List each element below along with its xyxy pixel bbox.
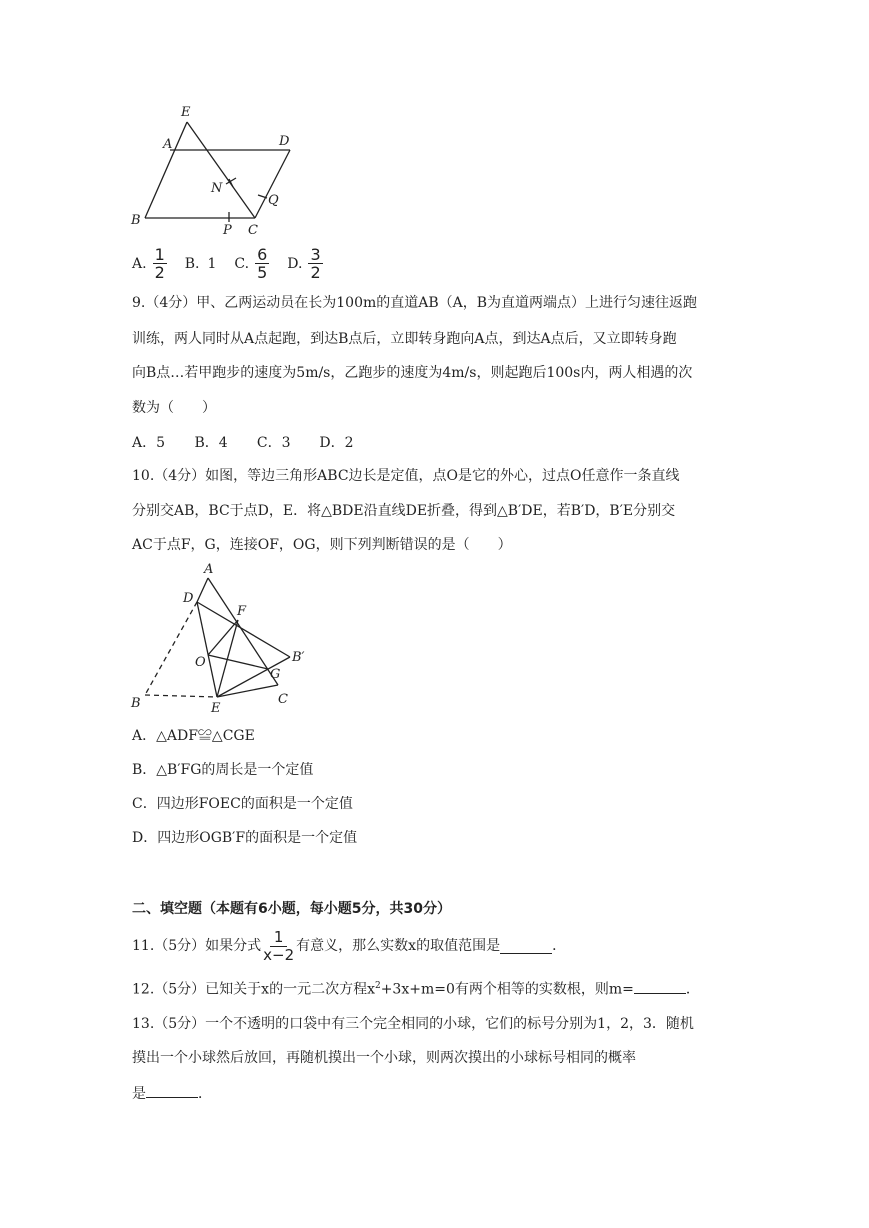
q10-option-c[interactable]: C．四边形FOEC的面积是一个定值 (132, 796, 353, 812)
q8-option-b[interactable]: B. 1 (184, 255, 217, 272)
label-a: A (163, 137, 173, 152)
q10-option-b[interactable]: B．△B′FG的周长是一个定值 (132, 762, 314, 778)
label-a: A (204, 562, 214, 577)
q10-option-a[interactable]: A．△ADF≌△CGE (132, 728, 255, 744)
label-d: D (279, 134, 290, 149)
label-p: P (223, 223, 232, 238)
segment-ec (187, 122, 255, 218)
q9-line-3: 向B点…若甲跑步的速度为5m/s，乙跑步的速度为4m/s，则起跑后100s内，两人相遇的次 (132, 365, 693, 381)
label-g: G (270, 667, 281, 682)
q13-line-3: 是 ． (132, 1083, 212, 1103)
section-heading: 二、填空题（本题有6小题，每小题5分，共30分） (132, 901, 451, 917)
q9-option-c[interactable]: C．3 (256, 435, 291, 451)
fraction: $\frac{6}{5}$ (257, 245, 268, 282)
fraction: $\frac{3}{2}$ (310, 245, 321, 282)
label-e: E (211, 701, 221, 716)
answer-blank[interactable] (500, 939, 552, 954)
q9-option-b[interactable]: B．4 (194, 435, 228, 451)
q13-line-2: 摸出一个小球然后放回，再随机摸出一个小球，则两次摸出的小球标号相同的概率 (132, 1050, 636, 1066)
label-b: B (131, 213, 141, 228)
triangle-fold-figure (125, 560, 325, 720)
fraction: $\frac{1}{x-2}$ (263, 927, 295, 964)
q9-options (132, 432, 354, 452)
segment-ad (197, 578, 208, 602)
q9-line-2: 训练，两人同时从A点起跑，到达B点后，立即转身跑向A点，到达A点后，又立即转身跑 (132, 331, 677, 347)
q8-option-d[interactable]: D. $\frac{3}{2}$ (287, 245, 321, 282)
q9-option-d[interactable]: D．2 (319, 435, 354, 451)
q10-option-d[interactable]: D．四边形OGB′F的面积是一个定值 (132, 830, 358, 846)
segment-be-dashed (145, 695, 217, 697)
label-c: C (278, 692, 288, 707)
label-n: N (211, 181, 223, 196)
label-b: B (131, 696, 141, 711)
q13-line-1: 13.（5分）一个不透明的口袋中有三个完全相同的小球，它们的标号分别为1，2，3．随机 (132, 1016, 694, 1032)
parallelogram-figure (125, 100, 305, 240)
label-b-prime: B′ (292, 650, 305, 665)
label-q: Q (268, 193, 279, 208)
label-c: C (248, 223, 258, 238)
segment-ce (217, 685, 278, 697)
q9-line-1: 9.（4分）甲、乙两运动员在长为100m的直道AB（A，B为直道两端点）上进行匀速往返跑 (132, 295, 698, 311)
q10-line-2: 分别交AB，BC于点D，E．将△BDE沿直线DE折叠，得到△B′DE，若B′D，B′E分别交 (132, 503, 676, 519)
segment-de (197, 602, 217, 697)
label-e: E (181, 105, 191, 120)
label-o: O (195, 655, 206, 670)
answer-blank[interactable] (146, 1083, 198, 1098)
label-f: F (237, 604, 247, 619)
q10-line-1: 10.（4分）如图，等边三角形ABC边长是定值，点O是它的外心，过点O任意作一条直线 (132, 468, 680, 484)
fraction: $\frac{1}{2}$ (154, 245, 165, 282)
label-d: D (183, 591, 194, 606)
segment-db-dashed (145, 602, 197, 695)
q8-options (132, 246, 341, 281)
q11: 11.（5分）如果分式 $\frac{1}{x-2}$ 有意义，那么实数x的取值范围是 ． (132, 927, 567, 964)
q9-line-4: 数为（ ） (132, 400, 216, 416)
q10-line-3: AC于点F，G，连接OF，OG，则下列判断错误的是（ ） (132, 537, 512, 553)
q12: 12.（5分）已知关于x的一元二次方程$x^2+3x+m=0$有两个相等的实数根，则m= ． (132, 977, 700, 999)
q8-option-a[interactable]: A. $\frac{1}{2}$ (132, 245, 165, 282)
q9-option-a[interactable]: A．5 (132, 435, 166, 451)
answer-blank[interactable] (634, 979, 686, 994)
q8-option-c[interactable]: C. $\frac{6}{5}$ (234, 245, 268, 282)
